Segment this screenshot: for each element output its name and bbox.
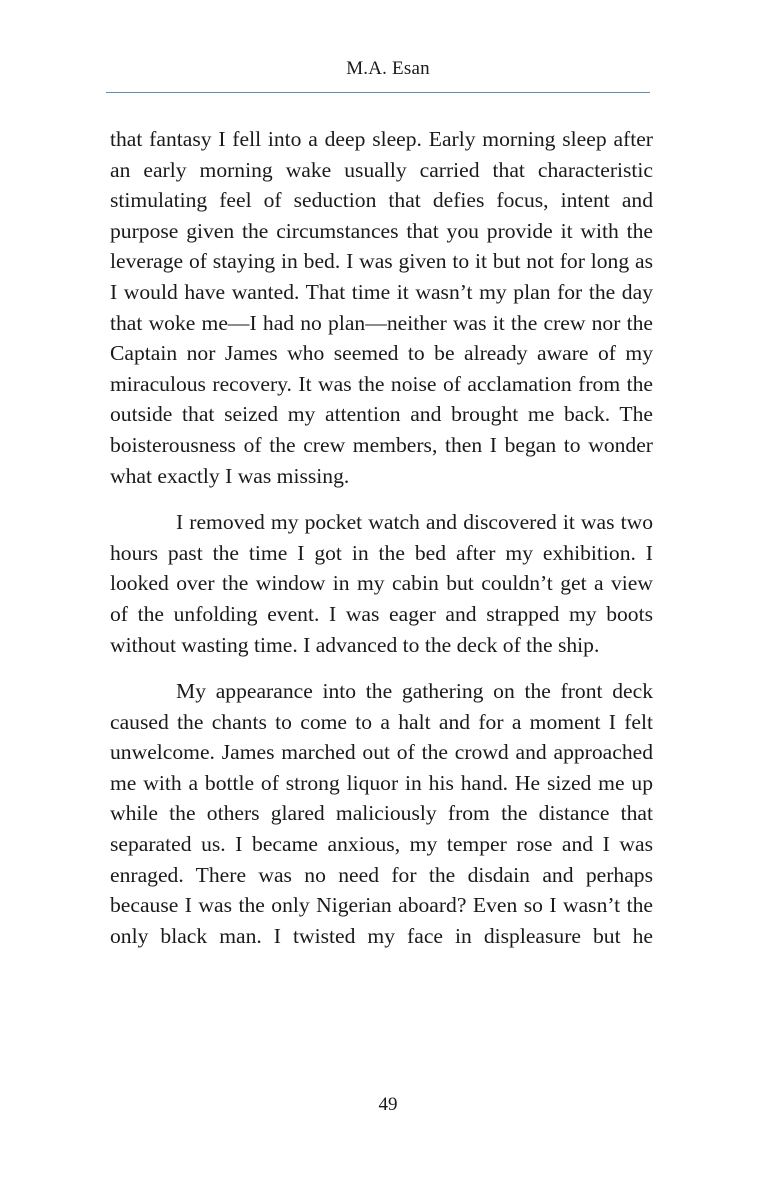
page-number: 49 <box>378 1094 398 1115</box>
header-rule <box>106 92 650 93</box>
paragraph-2: I removed my pocket watch and discovered it was two hours past the time I got in the bed after my exhibition. I looked over the window in my cabin but couldn’t get a view of the unfolding event. I was eager and strapped my boots without wasting time. I advanced to the deck of the ship. <box>110 510 653 657</box>
paragraph-3: My appearance into the gathering on the front deck caused the chants to come to a halt and for a moment I felt unwelcome. James marched out of the crowd and approached me with a bottle of strong liquor in his hand. He sized me up while the others glared maliciously from the distance that separated us. I became anxious, my temper rose and I was enraged. There was no need for the disdain and perhaps because I was the only Nigerian aboard? Even so I wasn’t the only black man. I twisted my face in displeasure but he <box>110 679 653 948</box>
running-head-author: M.A. Esan <box>346 58 430 79</box>
body-text <box>110 124 653 967</box>
paragraph-1: that fantasy I fell into a deep sleep. Early morning sleep after an early morning wake usually carried that characteristic stimulating feel of seduction that defies focus, intent and purpose given the circumstances that you provide it with the leverage of staying in bed. I was given to it but not for long as I would have wanted. That time it wasn’t my plan for the day that woke me—I had no plan—neither was it the crew nor the Captain nor James who seemed to be already aware of my miraculous recovery. It was the noise of acclamation from the outside that seized my attention and brought me back. The boisterousness of the crew members, then I began to wonder what exactly I was missing. <box>110 127 653 488</box>
